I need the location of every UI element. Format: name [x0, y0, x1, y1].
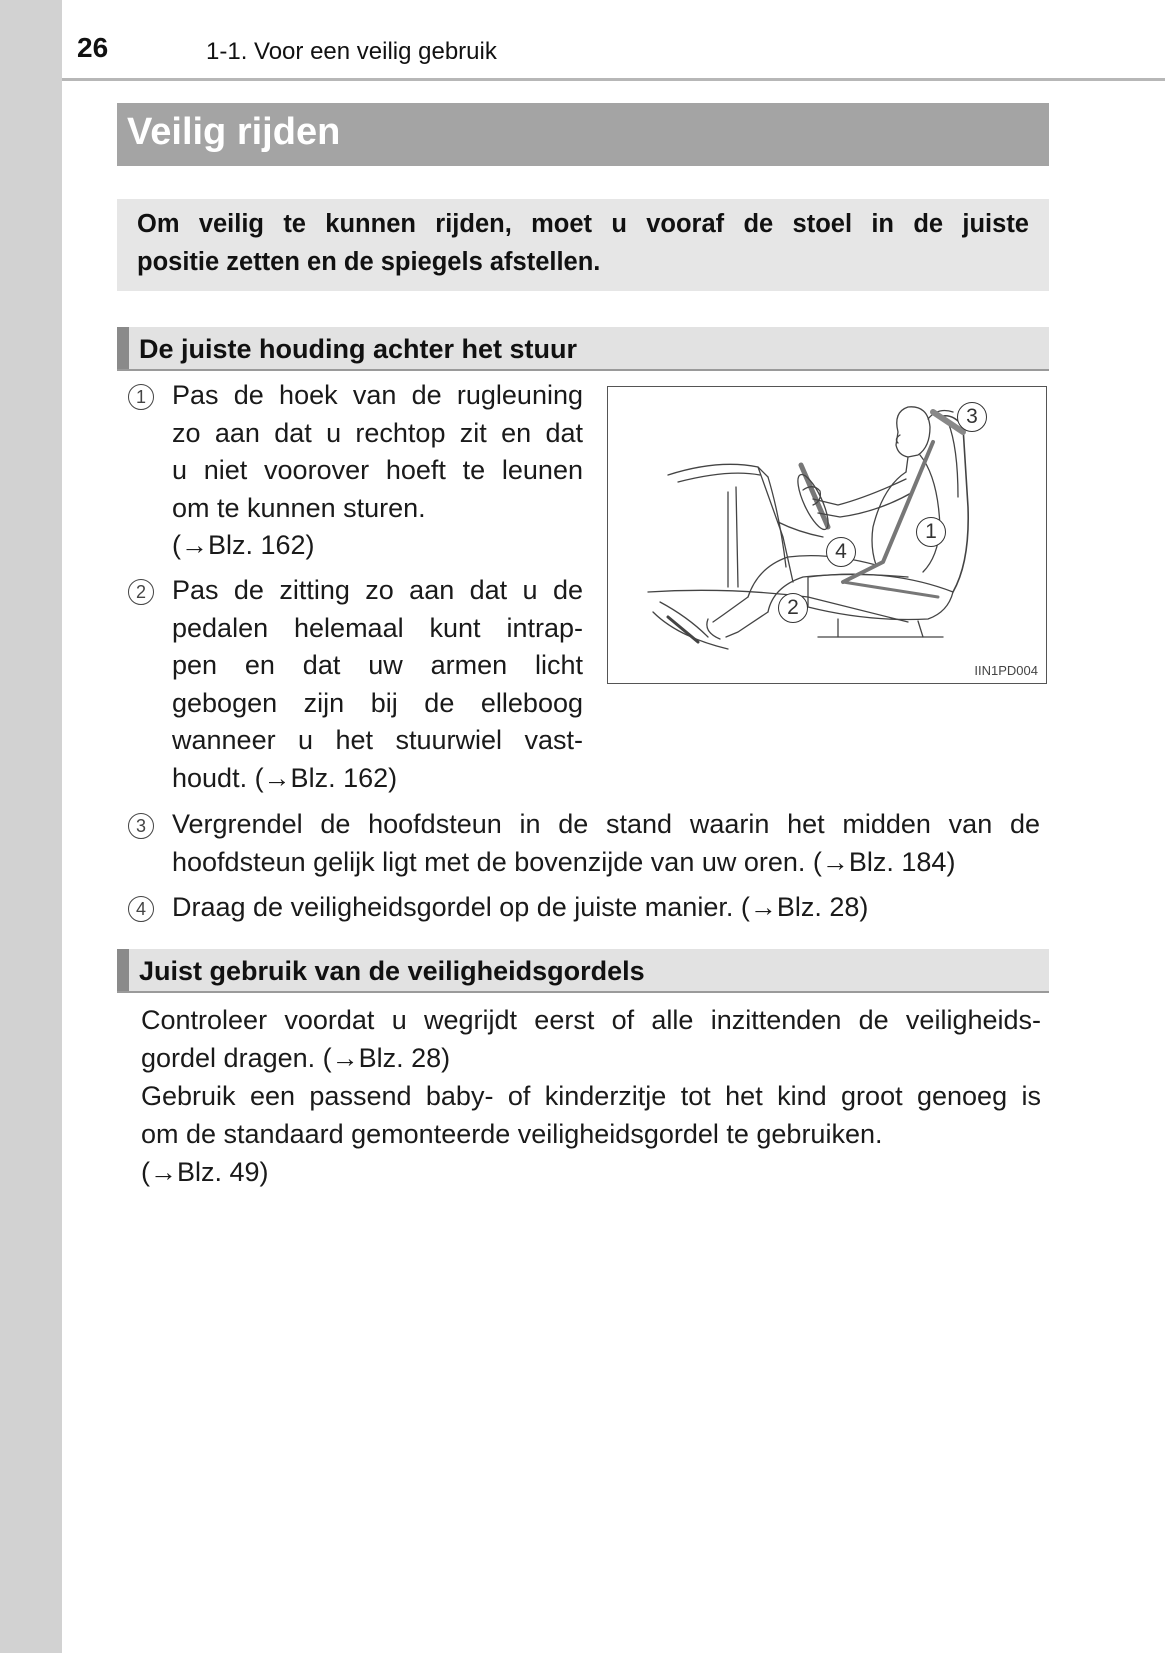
item-line: Vergrendel de hoofdsteun in de stand waarin het midden van de — [172, 809, 1040, 839]
item-number-badge: 2 — [128, 579, 154, 605]
section-heading-seatbelts — [117, 949, 1049, 993]
heading-accent — [117, 949, 129, 991]
callout-4: 4 — [826, 537, 856, 567]
paragraph-line: (→Blz. 49) — [141, 1157, 269, 1187]
item-text — [172, 377, 583, 565]
page-number: 26 — [77, 32, 109, 63]
item-number-badge: 3 — [128, 813, 154, 839]
page-title-bar — [117, 103, 1049, 166]
page-title: Veilig rijden — [127, 111, 341, 153]
item-line: houdt. (→Blz. 162) — [172, 762, 398, 793]
item-line: gebogen zijn bij de elleboog — [172, 687, 583, 718]
item-line: hoofdsteun gelijk ligt met de bovenzijde van uw oren. (→Blz. 184) — [172, 846, 956, 877]
seatbelt-paragraph — [141, 1001, 1041, 1191]
section-heading-label: Juist gebruik van de veiligheidsgordels — [139, 956, 645, 986]
section-heading-label: De juiste houding achter het stuur — [139, 334, 578, 364]
item-line: Pas de zitting zo aan dat u de — [172, 575, 583, 605]
paragraph-line: gordel dragen. (→Blz. 28) — [141, 1043, 451, 1073]
heading-accent — [117, 327, 129, 369]
item-line: Pas de hoek van de rugleuning — [172, 380, 583, 410]
callout-3: 3 — [957, 402, 987, 432]
item-line: pedalen helemaal kunt intrap- — [172, 612, 583, 643]
item-text — [172, 572, 583, 797]
side-margin-band — [0, 0, 62, 1653]
item-line: wanneer u het stuurwiel vast- — [172, 725, 583, 755]
header-section-title: 1-1. Voor een veilig gebruik — [206, 38, 497, 65]
callout-1: 1 — [916, 517, 946, 547]
paragraph-line: Gebruik een passend baby- of kinderzitje tot het kind groot genoeg is — [141, 1081, 1041, 1111]
intro-box — [117, 199, 1049, 291]
item-text — [172, 806, 1040, 881]
driver-seat-drawing — [608, 387, 1048, 685]
intro-text — [137, 205, 1029, 281]
item-number-badge: 4 — [128, 896, 154, 922]
item-line: pen en dat uw armen licht — [172, 650, 583, 680]
item-line: (→Blz. 162) — [172, 530, 315, 560]
paragraph-line: om de standaard gemonteerde veiligheidsgordel te gebruiken. — [141, 1119, 883, 1149]
section-heading-posture — [117, 327, 1049, 371]
callout-2: 2 — [778, 593, 808, 623]
item-text — [172, 889, 1040, 927]
item-number-badge: 1 — [128, 384, 154, 410]
item-line: om te kunnen sturen. — [172, 492, 426, 523]
item-line: Draag de veiligheidsgordel op de juiste manier. (→Blz. 28) — [172, 892, 869, 922]
driving-posture-illustration — [607, 386, 1047, 684]
intro-line: Om veilig te kunnen rijden, moet u vooraf de stoel in de juiste — [137, 210, 1029, 238]
figure-code: IIN1PD004 — [974, 663, 1038, 678]
item-line: u niet voorover hoeft te leunen — [172, 455, 583, 485]
paragraph-line: Controleer voordat u wegrijdt eerst of alle inzittenden de veiligheids- — [141, 1005, 1041, 1035]
intro-line: positie zetten en de spiegels afstellen. — [137, 248, 601, 276]
item-line: zo aan dat u rechtop zit en dat — [172, 417, 583, 448]
